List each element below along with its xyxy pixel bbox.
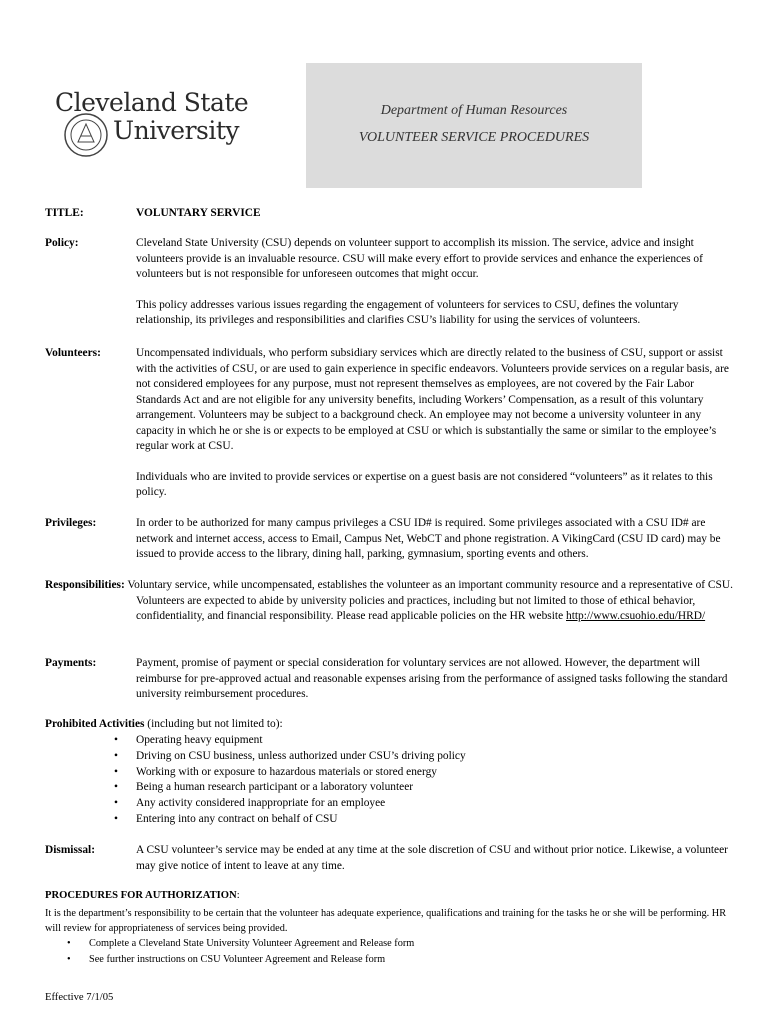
dismissal-label: Dismissal: (45, 844, 95, 856)
prohibited-suffix: (including but not limited to): (144, 718, 283, 730)
volunteers-section (136, 346, 731, 501)
logo-text-line2: University (113, 116, 240, 145)
policy-paragraph-1: Cleveland State University (CSU) depends on volunteer support to accomplish its mission. The service, advice and insight volunteers provide is an invaluable resource. CSU will make every effort to provide services and enhance the experiences of volunteers but is not responsible for unforeseen outcomes that might occur. (136, 237, 703, 280)
volunteers-paragraph-2: Individuals who are invited to provide services or expertise on a guest basis are not considered “volunteers” as it relates to this policy. (136, 470, 713, 498)
list-item: • Any activity considered inappropriate for an employee (114, 796, 466, 812)
dismissal-text: A CSU volunteer’s service may be ended at any time at the sole discretion of CSU and without prior notice. Likewise, a volunteer may give notice of intent to leave at any time. (136, 844, 728, 872)
prohibited-heading (45, 717, 283, 732)
volunteers-label: Volunteers: (45, 347, 101, 359)
header-box (306, 63, 642, 188)
policy-label: Policy: (45, 237, 79, 249)
authorization-heading (45, 890, 240, 901)
privileges-label: Privileges: (45, 517, 97, 529)
policy-paragraph-2: This policy addresses various issues regarding the engagement of volunteers for services to CSU, defines the voluntary relationship, its privileges and responsibilities and clarifies CSU’s liability for using the services of volunteers. (136, 298, 679, 326)
title-value: VOLUNTARY SERVICE (136, 207, 261, 219)
payments-text: Payment, promise of payment or special consideration for voluntary services are not allowed. However, the department will reimburse for pre-approved actual and reasonable expenses arising from the performance of assigned tasks following the standard university reimbursement procedures. (136, 657, 728, 700)
prohibited-label: Prohibited Activities (45, 718, 145, 730)
list-item: • Being a human research participant or a laboratory volunteer (114, 780, 466, 796)
privileges-text: In order to be authorized for many campus privileges a CSU ID# is required. Some privileges associated with a CSU ID# are network and internet access, access to Email, Campus Net, WebCT and phone registration. A VikingCard (CSU ID card) may be issued to provide access to the library, dining hall, parking, gymnasium, sporting events and others. (136, 517, 721, 560)
department-title: Department of Human Resources (380, 103, 568, 118)
list-item: • Working with or exposure to hazardous materials or stored energy (114, 765, 466, 781)
responsibilities-label: Responsibilities: (45, 579, 125, 591)
volunteers-paragraph-1: Uncompensated individuals, who perform subsidiary services which are directly related to the business of CSU, support or assist with the activities of CSU, or are used to gain experience in specific endeavors. Volunteers provide services on a regular basis, are not considered employees for any purpose, must not represent themselves as employees, are not covered by the Fair Labor Standards Act and are not eligible for any university benefits, including Workers’ Compensation, as a result of this voluntary arrangement. Volunteers may be subject to a background check. An employee may not become a university volunteer in any capacity in which he or she is or expects to be employed at CSU or which is substantially the same or similar to the employee’s regular work at CSU. (136, 347, 729, 452)
responsibilities-text: Voluntary service, while uncompensated, establishes the volunteer as an important community resource and a representative of CSU. Volunteers are expected to abide by university policies and practices, including but not limited to those of ethical behavior, confidentiality, and financial responsibility. Please read applicable policies on the HR website (124, 579, 733, 622)
university-seal-icon (63, 112, 109, 158)
title-label: TITLE: (45, 207, 84, 219)
list-item: • Operating heavy equipment (114, 733, 466, 749)
authorization-colon: : (236, 890, 240, 901)
procedures-title: VOLUNTEER SERVICE PROCEDURES (358, 130, 590, 145)
effective-date: Effective 7/1/05 (45, 992, 114, 1003)
authorization-list (67, 936, 414, 968)
list-item: • Entering into any contract on behalf of CSU (114, 812, 466, 828)
logo-text-line1: Cleveland State (55, 88, 249, 117)
hr-website-link[interactable]: http://www.csuohio.edu/HRD/ (566, 610, 706, 622)
responsibilities-section (45, 578, 735, 625)
payments-label: Payments: (45, 657, 97, 669)
list-item: • Complete a Cleveland State University Volunteer Agreement and Release form (67, 936, 414, 952)
university-logo (55, 88, 255, 168)
list-item: • Driving on CSU business, unless authorized under CSU’s driving policy (114, 749, 466, 765)
prohibited-list (114, 733, 466, 828)
authorization-title: PROCEDURES FOR AUTHORIZATION (45, 890, 237, 901)
authorization-text: It is the department’s responsibility to be certain that the volunteer has adequate experience, qualifications and training for the tasks he or she will be performing. HR will review for appropriateness of services being provided. (45, 908, 727, 934)
policy-section (136, 236, 731, 329)
list-item: • See further instructions on CSU Volunteer Agreement and Release form (67, 952, 414, 968)
